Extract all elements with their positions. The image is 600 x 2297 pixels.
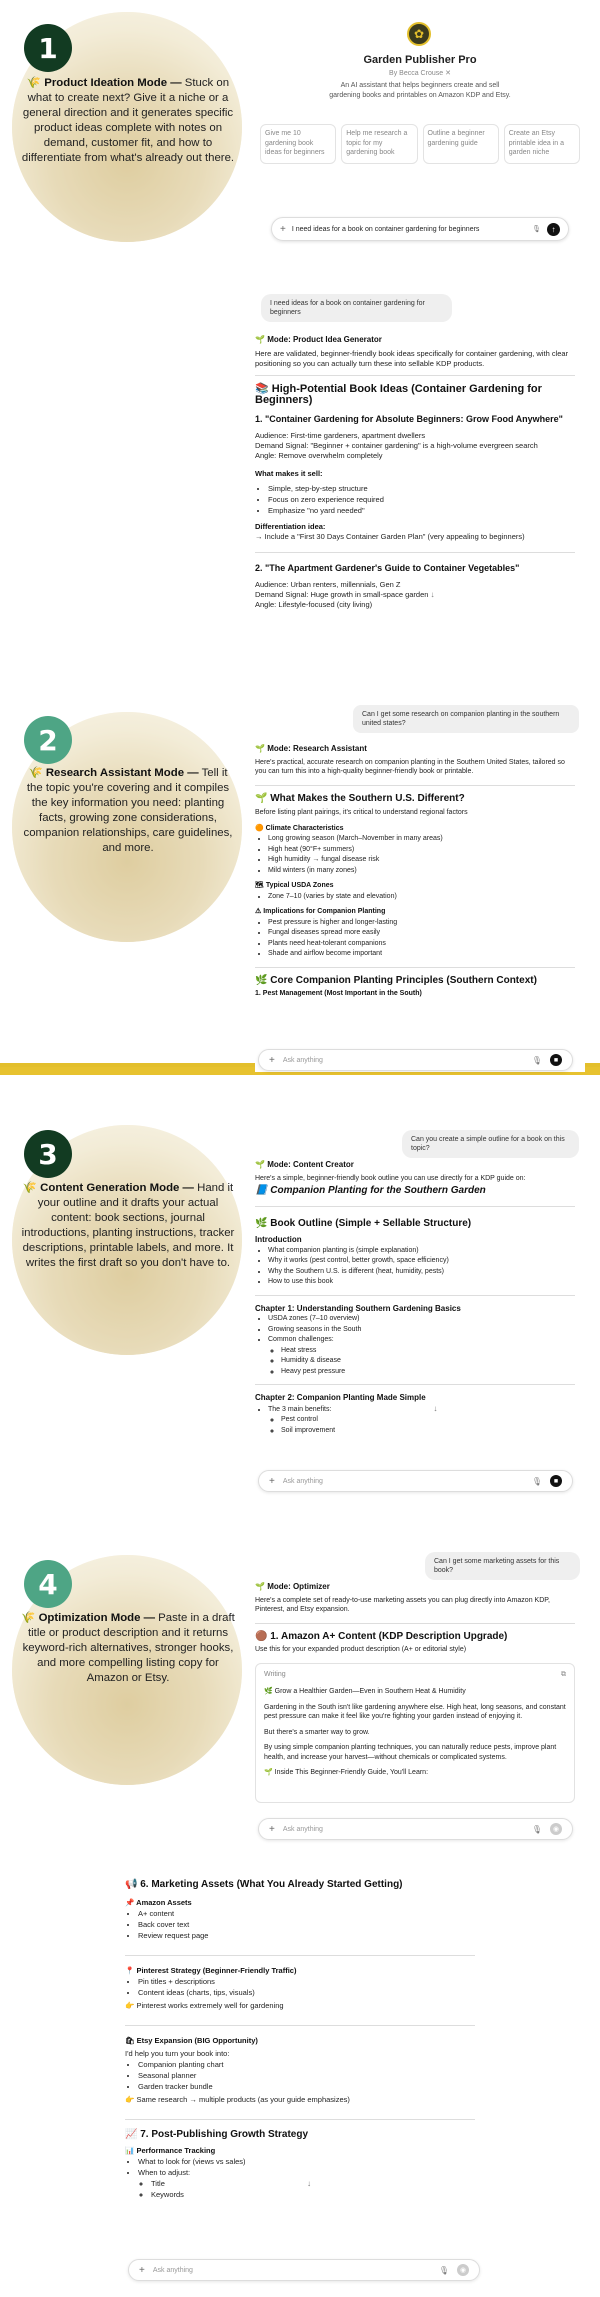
list-item: • How to use this book [268,1277,575,1287]
response-heading: 🌿 Book Outline (Simple + Sellable Structure) [255,1217,472,1229]
list-item: • A+ content [138,1909,475,1919]
user-message-bubble: Can you create a simple outline for a book on this topic? [402,1130,579,1158]
list-item: • Zone 7–10 (varies by state and elevation) [268,892,575,902]
stop-icon[interactable]: ■ [550,1054,562,1066]
feature-description: 🌾 Research Assistant Mode — Tell it the topic you're covering and it compiles the key information you need: planting facts, growing zone considerations, companion relationships, care guidelines, and more. [23,767,233,854]
idea-title: 2. "The Apartment Gardener's Guide to Container Vegetables" [255,563,520,573]
feature-title: Optimization Mode — [38,1612,155,1624]
list-item: • Why it works (pest control, better growth, space efficiency) [268,1256,575,1266]
idea-audience: Audience: Urban renters, millennials, Gen Z [255,580,401,589]
list-item: • The 3 main benefits: ↓ ◦ Pest control ◦ Soil improvement [268,1404,575,1436]
writing-line: 🌿 Grow a Healthier Garden—Even in Southern Heat & Humidity [264,1688,466,1695]
idea-audience: Audience: First-time gardeners, apartment dwellers [255,431,426,440]
app-name: Garden Publisher Pro [363,54,477,66]
microphone-icon[interactable]: 🎙 [438,2265,449,2275]
feature-text: Tell it the topic you're covering and it compiles the key information you need: planting facts, growing zone considerations, companion relationships, care guidelines, and more. [23,767,233,854]
stop-icon[interactable]: ■ [550,1475,562,1487]
mode-label: 🌱 Mode: Research Assistant [255,744,367,753]
microphone-icon[interactable]: 🎙 [532,226,541,233]
section-label: Introduction [255,1235,302,1244]
plus-icon[interactable]: + [269,1823,275,1835]
starter-card[interactable]: Give me 10 gardening book ideas for beginners [260,124,336,164]
list-item: ◦ Pest control [281,1415,575,1425]
microphone-icon[interactable]: 🎙 [531,1476,542,1486]
response-intro: Here's a complete set of ready-to-use marketing assets you can plug directly into Amazon KDP, Pinterest, and Etsy expansion. [255,1596,550,1613]
pinterest-note: 👉 Pinterest works extremely well for gardening [125,2001,284,2010]
microphone-icon[interactable]: 🎙 [531,1824,542,1834]
etsy-intro: I'd help you turn your book into: [125,2049,230,2058]
differentiation-text: → Include a "First 30 Days Container Garden Plan" (very appealing to beginners) [255,532,525,541]
ask-input[interactable] [128,2259,480,2281]
etsy-note: 👉 Same research → multiple products (as your guide emphasizes) [125,2095,350,2104]
list-item: • Garden tracker bundle [138,2082,475,2092]
list-item: • Why the Southern U.S. is different (heat, humidity, pests) [268,1267,575,1277]
list-item: • Mild winters (in many zones) [268,866,575,876]
plus-icon[interactable]: + [269,1475,275,1487]
ask-placeholder: Ask anything [152,2266,193,2274]
list-item: • Pin titles + descriptions [138,1977,475,1987]
book-title: 📘 Companion Planting for the Southern Garden [255,1185,486,1196]
response-heading: 📚 High-Potential Book Ideas (Container Gardening for Beginners) [255,383,542,406]
list-item: • What to look for (views vs sales) [138,2157,475,2167]
feature-title: Product Ideation Mode — [44,77,182,89]
writing-line: But there's a smarter way to grow. [264,1728,370,1736]
step-number: 2 [38,723,58,757]
implications-label: ⚠ Implications for Companion Planting [255,908,386,915]
mode-label: 🌱 Mode: Content Creator [255,1160,354,1169]
response-subtext: Use this for your expanded product description (A+ or editorial style) [255,1646,467,1653]
sell-label: What makes it sell: [255,469,323,478]
scroll-down-icon[interactable]: ↓ [430,590,435,599]
send-arrow-icon[interactable]: ↑ [547,223,560,236]
list-item: • Emphasize "no yard needed" [268,506,575,516]
chapter-title: Chapter 1: Understanding Southern Gardening Basics [255,1303,461,1313]
list-item: • Focus on zero experience required [268,495,575,505]
voice-icon[interactable]: ◉ [457,2264,469,2276]
list-item: • Review request page [138,1931,475,1941]
differentiation-label: Differentiation idea: [255,522,326,531]
response-subheading: 1. Pest Management (Most Important in the South) [255,990,422,997]
chat-idea-generator [255,286,585,674]
response-heading: 🌱 What Makes the Southern U.S. Different? [255,792,465,804]
feature-title: Research Assistant Mode — [45,767,199,779]
response-heading: 📢 6. Marketing Assets (What You Already Started Getting) [125,1879,403,1890]
step-number: 3 [38,1137,58,1171]
feature-text: Paste in a draft title or product description and it returns keyword-rich alternatives, stronger hooks, and more compelling listing copy for Amazon or Etsy. [22,1612,235,1684]
list-item: • High heat (90°F+ summers) [268,845,575,855]
step-number-badge [24,716,72,764]
user-message-bubble: I need ideas for a book on container gardening for beginners [261,294,452,322]
plus-icon[interactable]: + [139,2264,145,2276]
list-item: • Back cover text [138,1920,475,1930]
list-item: • Common challenges: ◦ Heat stress ◦ Humidity & disease ◦ Heavy pest pressure [268,1335,575,1376]
response-heading: 🟤 1. Amazon A+ Content (KDP Description Upgrade) [255,1630,508,1642]
list-item: • Content ideas (charts, tips, visuals) [138,1988,475,1998]
writing-block [255,1663,575,1803]
list-item: • Pest pressure is higher and longer-lasting [268,918,575,928]
app-description: An AI assistant that helps beginners create and sell gardening books and printables on Amazon KDP and Etsy. [329,82,511,99]
plus-icon[interactable]: + [269,1054,275,1066]
step-number: 1 [38,31,58,65]
chat-marketing-assets [125,1880,475,2275]
idea-title: 1. "Container Gardening for Absolute Beginners: Grow Food Anywhere" [255,414,563,424]
list-item: ◦ Keywords [151,2190,475,2200]
writing-line: Gardening in the South isn't like gardening anywhere else. High heat, long seasons, and constant pest pressure can make it feel like you're fighting your garden instead of enjoying it. [264,1703,566,1720]
list-item: • Companion planting chart [138,2060,475,2070]
writing-line: By using simple companion planting techniques, you can naturally reduce pests, improve plant health, and increase your harvest—without chemicals or complicated systems. [264,1744,557,1761]
feature-title: Content Generation Mode — [40,1182,194,1194]
plus-icon[interactable]: + [280,223,286,235]
feature-description: 🌾 Optimization Mode — Paste in a draft title or product description and it returns keyword-rich alternatives, stronger hooks, and more compelling listing copy for Amazon or Etsy. [21,1612,235,1684]
list-item: • Shade and airflow become important [268,949,575,959]
list-item: • Long growing season (March–November in many areas) [268,834,575,844]
performance-label: 📊 Performance Tracking [125,2146,216,2155]
feature-description: 🌾 Content Generation Mode — Hand it your outline and it drafts your actual content: book sections, journal introductions, planting instructions, tracker descriptions, printable labels, and more. It writes the first draft so you don't have to. [21,1182,235,1269]
pinterest-label: 📍 Pinterest Strategy (Beginner-Friendly Traffic) [125,1966,297,1975]
user-message-bubble: Can I get some research on companion planting in the southern united states? [353,705,579,733]
step-number-badge [24,1560,72,1608]
ask-input[interactable] [258,1818,573,1840]
ask-placeholder: Ask anything [282,1825,323,1833]
gpt-home-screenshot [255,12,585,257]
response-intro: Here are validated, beginner-friendly book ideas specifically for container gardening, with clear positioning so you can actually turn these into sellable KDP products. [255,349,569,368]
response-heading: 🌿 Core Companion Planting Principles (Southern Context) [255,974,537,986]
ask-placeholder: Ask anything [282,1056,323,1064]
feature-text: Stuck on what to create next? Give it a niche or a general direction and it generates specific product ideas complete with notes on demand, customer fit, and how to differentiate from what's already out there. [21,77,235,164]
step-number: 4 [38,1567,58,1601]
list-item: • What companion planting is (simple explanation) [268,1246,575,1256]
list-item: • High humidity → fungal disease risk [268,855,575,865]
copy-icon[interactable]: ⧉ [561,1670,566,1678]
starter-card[interactable]: Create an Etsy printable idea in a garden niche [504,124,580,164]
message-input[interactable] [271,217,569,241]
ask-input[interactable] [258,1049,573,1071]
zones-label: 🗺 Typical USDA Zones [255,882,334,889]
writing-line: 🌱 Inside This Beginner-Friendly Guide, You'll Learn: [264,1769,429,1776]
app-author: By Becca Crouse ✕ [389,70,451,77]
voice-icon[interactable]: ◉ [550,1823,562,1835]
feature-description: 🌾 Product Ideation Mode — Stuck on what to create next? Give it a niche or a general direction and it generates specific product ideas complete with notes on demand, customer fit, and how to differentiate from what's already out there. [21,77,235,164]
list-item: ◦ Humidity & disease [281,1356,575,1366]
list-item: • Plants need heat-tolerant companions [268,939,575,949]
response-intro: Here's practical, accurate research on companion planting in the Southern United States, tailored so you can turn this into a high-quality beginner-friendly book or printable. [255,758,565,775]
idea-demand-signal: Demand Signal: Huge growth in small-space garden ↓ [255,590,435,599]
step-number-badge [24,24,72,72]
starter-card[interactable]: Help me research a topic for my gardening book [341,124,417,164]
user-message-bubble: Can I get some marketing assets for this book? [425,1552,580,1580]
list-item: • Seasonal planner [138,2071,475,2081]
response-subtext: Before listing plant pairings, it's critical to understand regional factors [255,809,468,816]
chat-optimizer [255,1550,585,1840]
list-item: ◦ Title ↓ [151,2179,475,2189]
scroll-down-icon[interactable]: ↓ [433,1403,438,1413]
scroll-down-icon[interactable]: ↓ [306,2179,311,2188]
idea-angle: Angle: Remove overwhelm completely [255,451,383,460]
response-intro: Here's a simple, beginner-friendly book outline you can use directly for a KDP guide on: [255,1174,526,1182]
step-number-badge [24,1130,72,1178]
ask-input[interactable] [258,1470,573,1492]
app-logo-icon: ✿ [407,22,431,46]
feature-text: Hand it your outline and it drafts your actual content: book sections, journal introductions, planting instructions, tracker descriptions, printable labels, and more. It writes the first draft so you don't have to. [21,1182,235,1269]
ask-placeholder: Ask anything [282,1477,323,1485]
list-item: • When to adjust: ◦ Title ↓ ◦ Keywords [138,2168,475,2200]
list-item: ◦ Heavy pest pressure [281,1367,575,1377]
list-item: ◦ Soil improvement [281,1426,575,1436]
chat-research-assistant [255,700,585,1072]
response-heading: 📈 7. Post-Publishing Growth Strategy [125,2129,309,2140]
mode-label: 🌱 Mode: Product Idea Generator [255,335,382,344]
etsy-label: 🛍 Etsy Expansion (BIG Opportunity) [125,2036,258,2045]
mode-label: 🌱 Mode: Optimizer [255,1582,330,1591]
input-value: I need ideas for a book on container gardening for beginners [291,225,480,233]
idea-demand-signal: Demand Signal: "Beginner + container gardening" is a high-volume evergreen search [255,441,538,450]
list-item: • USDA zones (7–10 overview) [268,1314,575,1324]
idea-angle: Angle: Lifestyle-focused (city living) [255,600,373,609]
writing-label: Writing [264,1670,286,1678]
climate-label: 🟠 Climate Characteristics [255,824,344,832]
microphone-icon[interactable]: 🎙 [531,1055,542,1065]
list-item: • Growing seasons in the South [268,1325,575,1335]
chat-content-creator [255,1125,585,1495]
amazon-label: 📌 Amazon Assets [125,1898,192,1907]
list-item: ◦ Heat stress [281,1346,575,1356]
starter-card[interactable]: Outline a beginner gardening guide [423,124,499,164]
list-item: • Simple, step-by-step structure [268,484,575,494]
list-item: • Fungal diseases spread more easily [268,928,575,938]
chapter-title: Chapter 2: Companion Planting Made Simple [255,1393,426,1402]
conversation-starters [260,124,580,164]
